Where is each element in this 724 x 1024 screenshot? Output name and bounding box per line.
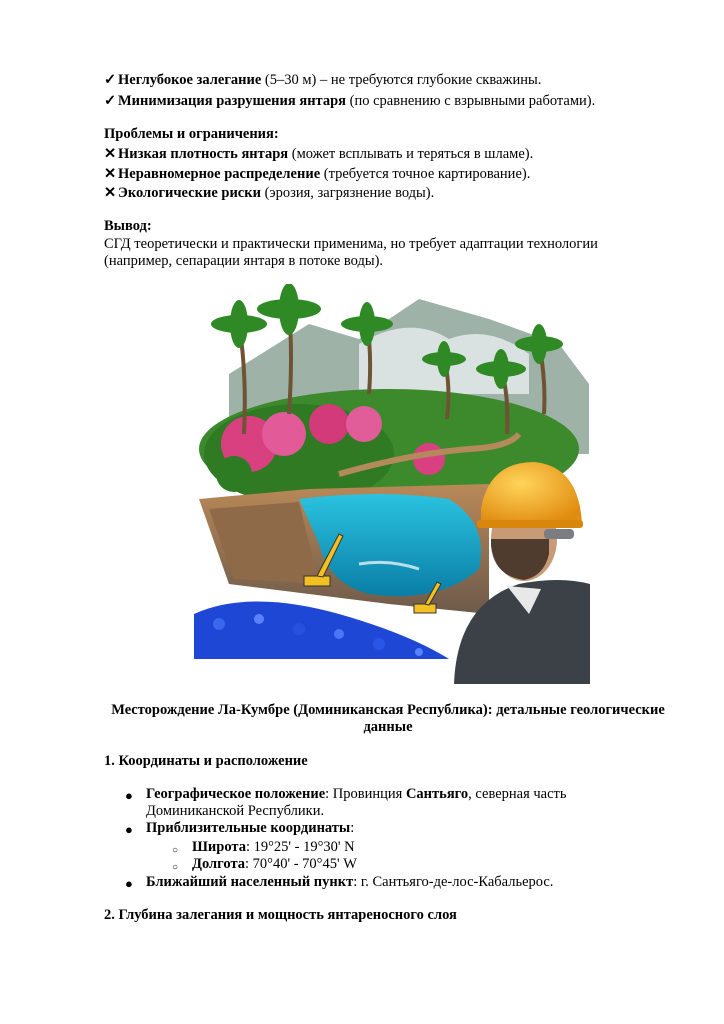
longitude: Долгота: 70°40' - 70°45' W [192, 856, 357, 872]
geo-position-line-1: Географическое положение: Провинция Сантьяго, северная часть [146, 786, 567, 802]
illustration [189, 284, 590, 684]
section-2-heading: 2. Глубина залегания и мощность янтареносного слоя [104, 907, 457, 923]
advantage-item-1: ✓ Неглубокое залегание (5–30 м) – не требуются глубокие скважины. [104, 72, 542, 88]
bullet-icon: ● [125, 876, 133, 891]
section-title-line-2: данные [363, 719, 413, 735]
nearest-town: Ближайший населенный пункт: г. Сантьяго-де-лос-Кабальерос. [146, 874, 554, 890]
section-title-line-1: Месторождение Ла-Кумбре (Доминиканская Республика): детальные геологические [111, 702, 665, 718]
cross-icon: ✕ [104, 166, 117, 182]
section-1-heading: 1. Координаты и расположение [104, 753, 308, 769]
bullet-icon: ● [125, 788, 133, 803]
check-icon: ✓ [104, 72, 117, 88]
latitude: Широта: 19°25' - 19°30' N [192, 839, 355, 855]
cross-icon: ✕ [104, 146, 117, 162]
conclusion-text-line-2: (например, сепарации янтаря в потоке воды). [104, 253, 384, 269]
problem-item-2: ✕ Неравномерное распределение (требуется точное картирование). [104, 166, 531, 182]
conclusion-text-line-1: СГД теоретически и практически применима, но требует адаптации технологии [104, 236, 598, 252]
check-icon: ✓ [104, 93, 117, 109]
circle-bullet-icon: ○ [172, 845, 179, 856]
approx-coordinates: Приблизительные координаты: [146, 820, 355, 836]
advantage-item-2: ✓ Минимизация разрушения янтаря (по сравнению с взрывными работами). [104, 93, 596, 109]
problems-heading: Проблемы и ограничения: [104, 126, 279, 142]
problem-item-3: ✕ Экологические риски (эрозия, загрязнение воды). [104, 185, 435, 201]
bullet-icon: ● [125, 822, 133, 837]
circle-bullet-icon: ○ [172, 862, 179, 873]
conclusion-heading: Вывод: [104, 218, 152, 234]
problem-item-1: ✕ Низкая плотность янтаря (может всплывать и теряться в шламе). [104, 146, 534, 162]
geo-position-line-2: Доминиканской Республики. [146, 803, 325, 819]
cross-icon: ✕ [104, 185, 117, 201]
